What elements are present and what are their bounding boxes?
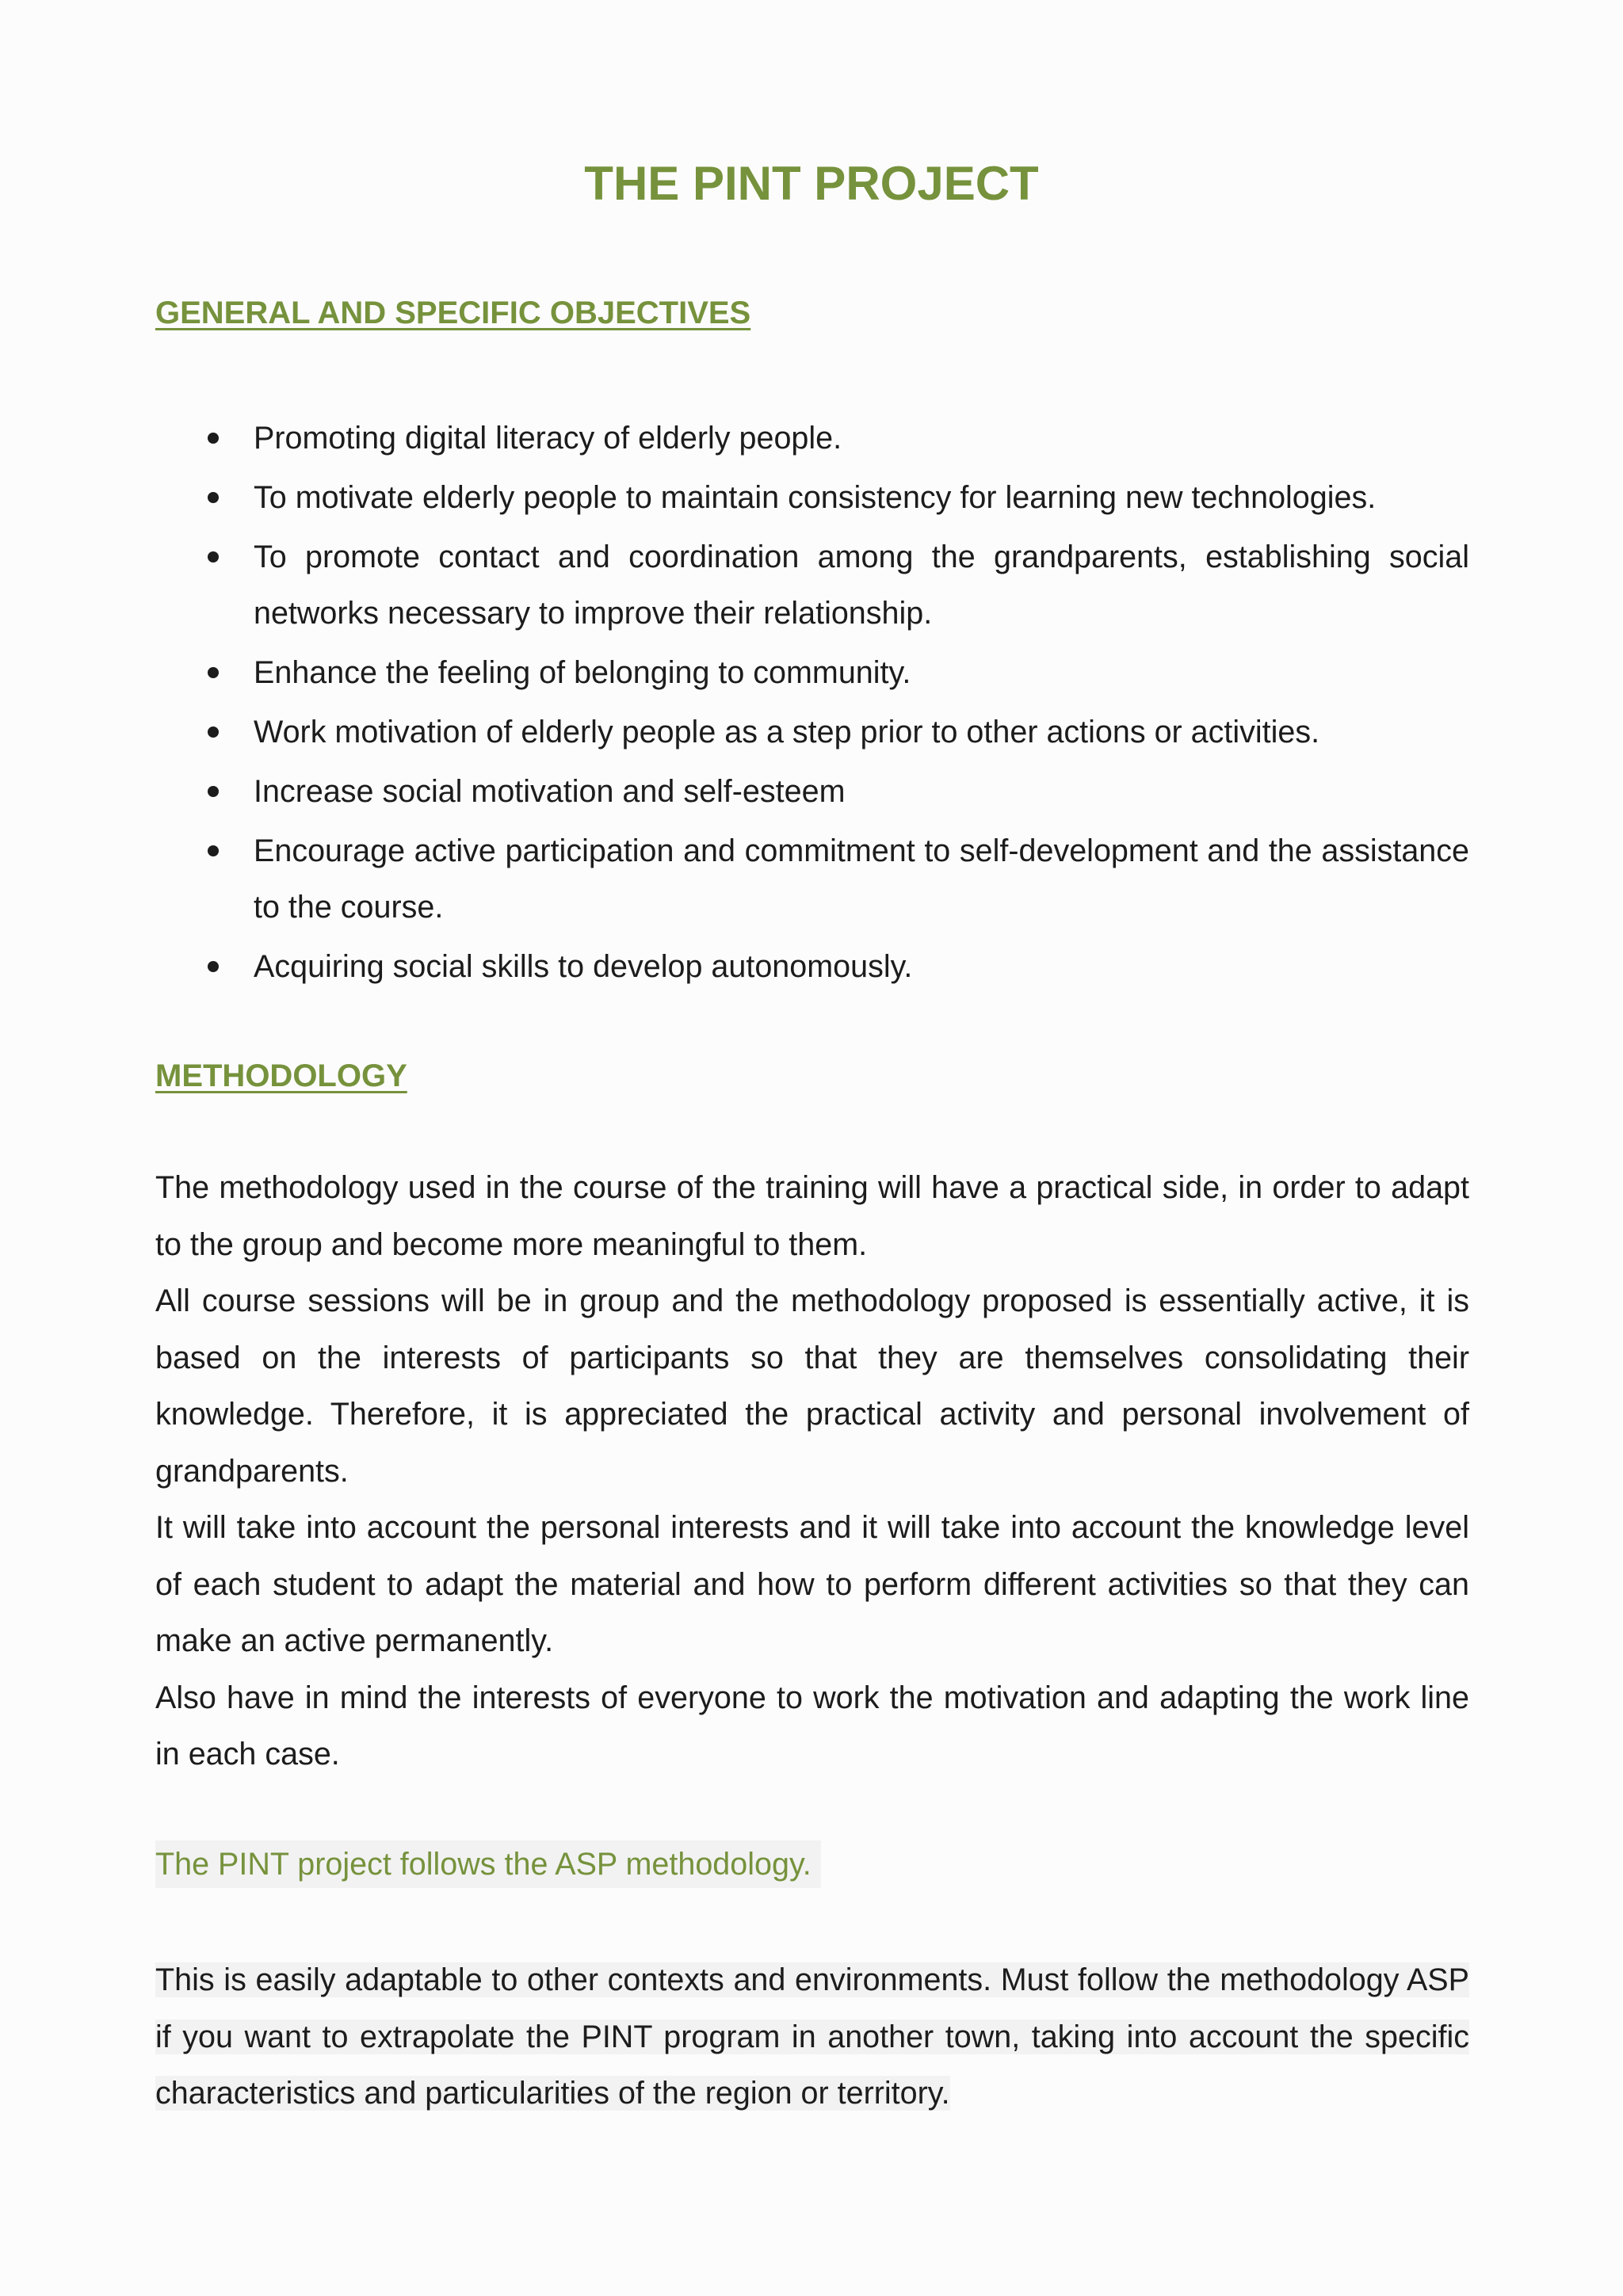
methodology-paragraph: All course sessions will be in group and the methodology proposed is essentially active, it is based on the interests of participants so that they are themselves consolidating their knowledge. Therefore, it is appreciated the practical activity and personal involvement of grandparents. [155, 1283, 1469, 1489]
bullet-icon [208, 727, 219, 738]
methodology-heading: METHODOLOGY [155, 1058, 407, 1093]
list-item [155, 529, 1469, 642]
bullet-icon [208, 433, 219, 444]
list-item [155, 645, 1469, 701]
list-item [155, 939, 1469, 995]
list-item-text: Increase social motivation and self-esteem [254, 774, 846, 809]
bullet-icon [208, 786, 219, 797]
adaptability-paragraph [155, 1952, 1469, 2122]
objectives-heading: GENERAL AND SPECIFIC OBJECTIVES [155, 296, 751, 330]
bullet-icon [208, 845, 219, 856]
methodology-body [155, 1160, 1469, 1783]
bullet-icon [208, 551, 219, 563]
list-item-text: To promote contact and coordination among the grandparents, establishing social networks necessary to improve their relationship. [254, 540, 1469, 631]
adaptability-text: This is easily adaptable to other contexts and environments. Must follow the methodology ASP if you want to extrapolate the PINT program in another town, taking into account the specific characteristics and particularities of the region or territory. [155, 1962, 1469, 2111]
list-item-text: Enhance the feeling of belonging to community. [254, 655, 911, 690]
methodology-paragraph: Also have in mind the interests of everyone to work the motivation and adapting the work line in each case. [155, 1680, 1469, 1772]
document-title: THE PINT PROJECT [584, 157, 1039, 210]
list-item-text: Promoting digital literacy of elderly people. [254, 421, 842, 456]
list-item [155, 704, 1469, 761]
list-item [155, 410, 1469, 467]
list-item [155, 764, 1469, 820]
list-item [155, 470, 1469, 526]
asp-methodology-note: The PINT project follows the ASP methodology. [155, 1840, 821, 1888]
methodology-paragraph: The methodology used in the course of the training will have a practical side, in order to adapt to the group and become more meaningful to them. [155, 1170, 1469, 1262]
methodology-paragraph: It will take into account the personal interests and it will take into account the knowledge level of each student to adapt the material and how to perform different activities so that they can make an active permanently. [155, 1510, 1469, 1658]
list-item-text: Work motivation of elderly people as a step prior to other actions or activities. [254, 715, 1320, 749]
bullet-icon [208, 667, 219, 678]
list-item-text: Acquiring social skills to develop autonomously. [254, 949, 913, 984]
objectives-list [155, 410, 1469, 998]
list-item-text: Encourage active participation and commitment to self-development and the assistance to the course. [254, 833, 1469, 925]
list-item-text: To motivate elderly people to maintain consistency for learning new technologies. [254, 480, 1377, 515]
bullet-icon [208, 492, 219, 503]
list-item [155, 823, 1469, 936]
bullet-icon [208, 961, 219, 972]
